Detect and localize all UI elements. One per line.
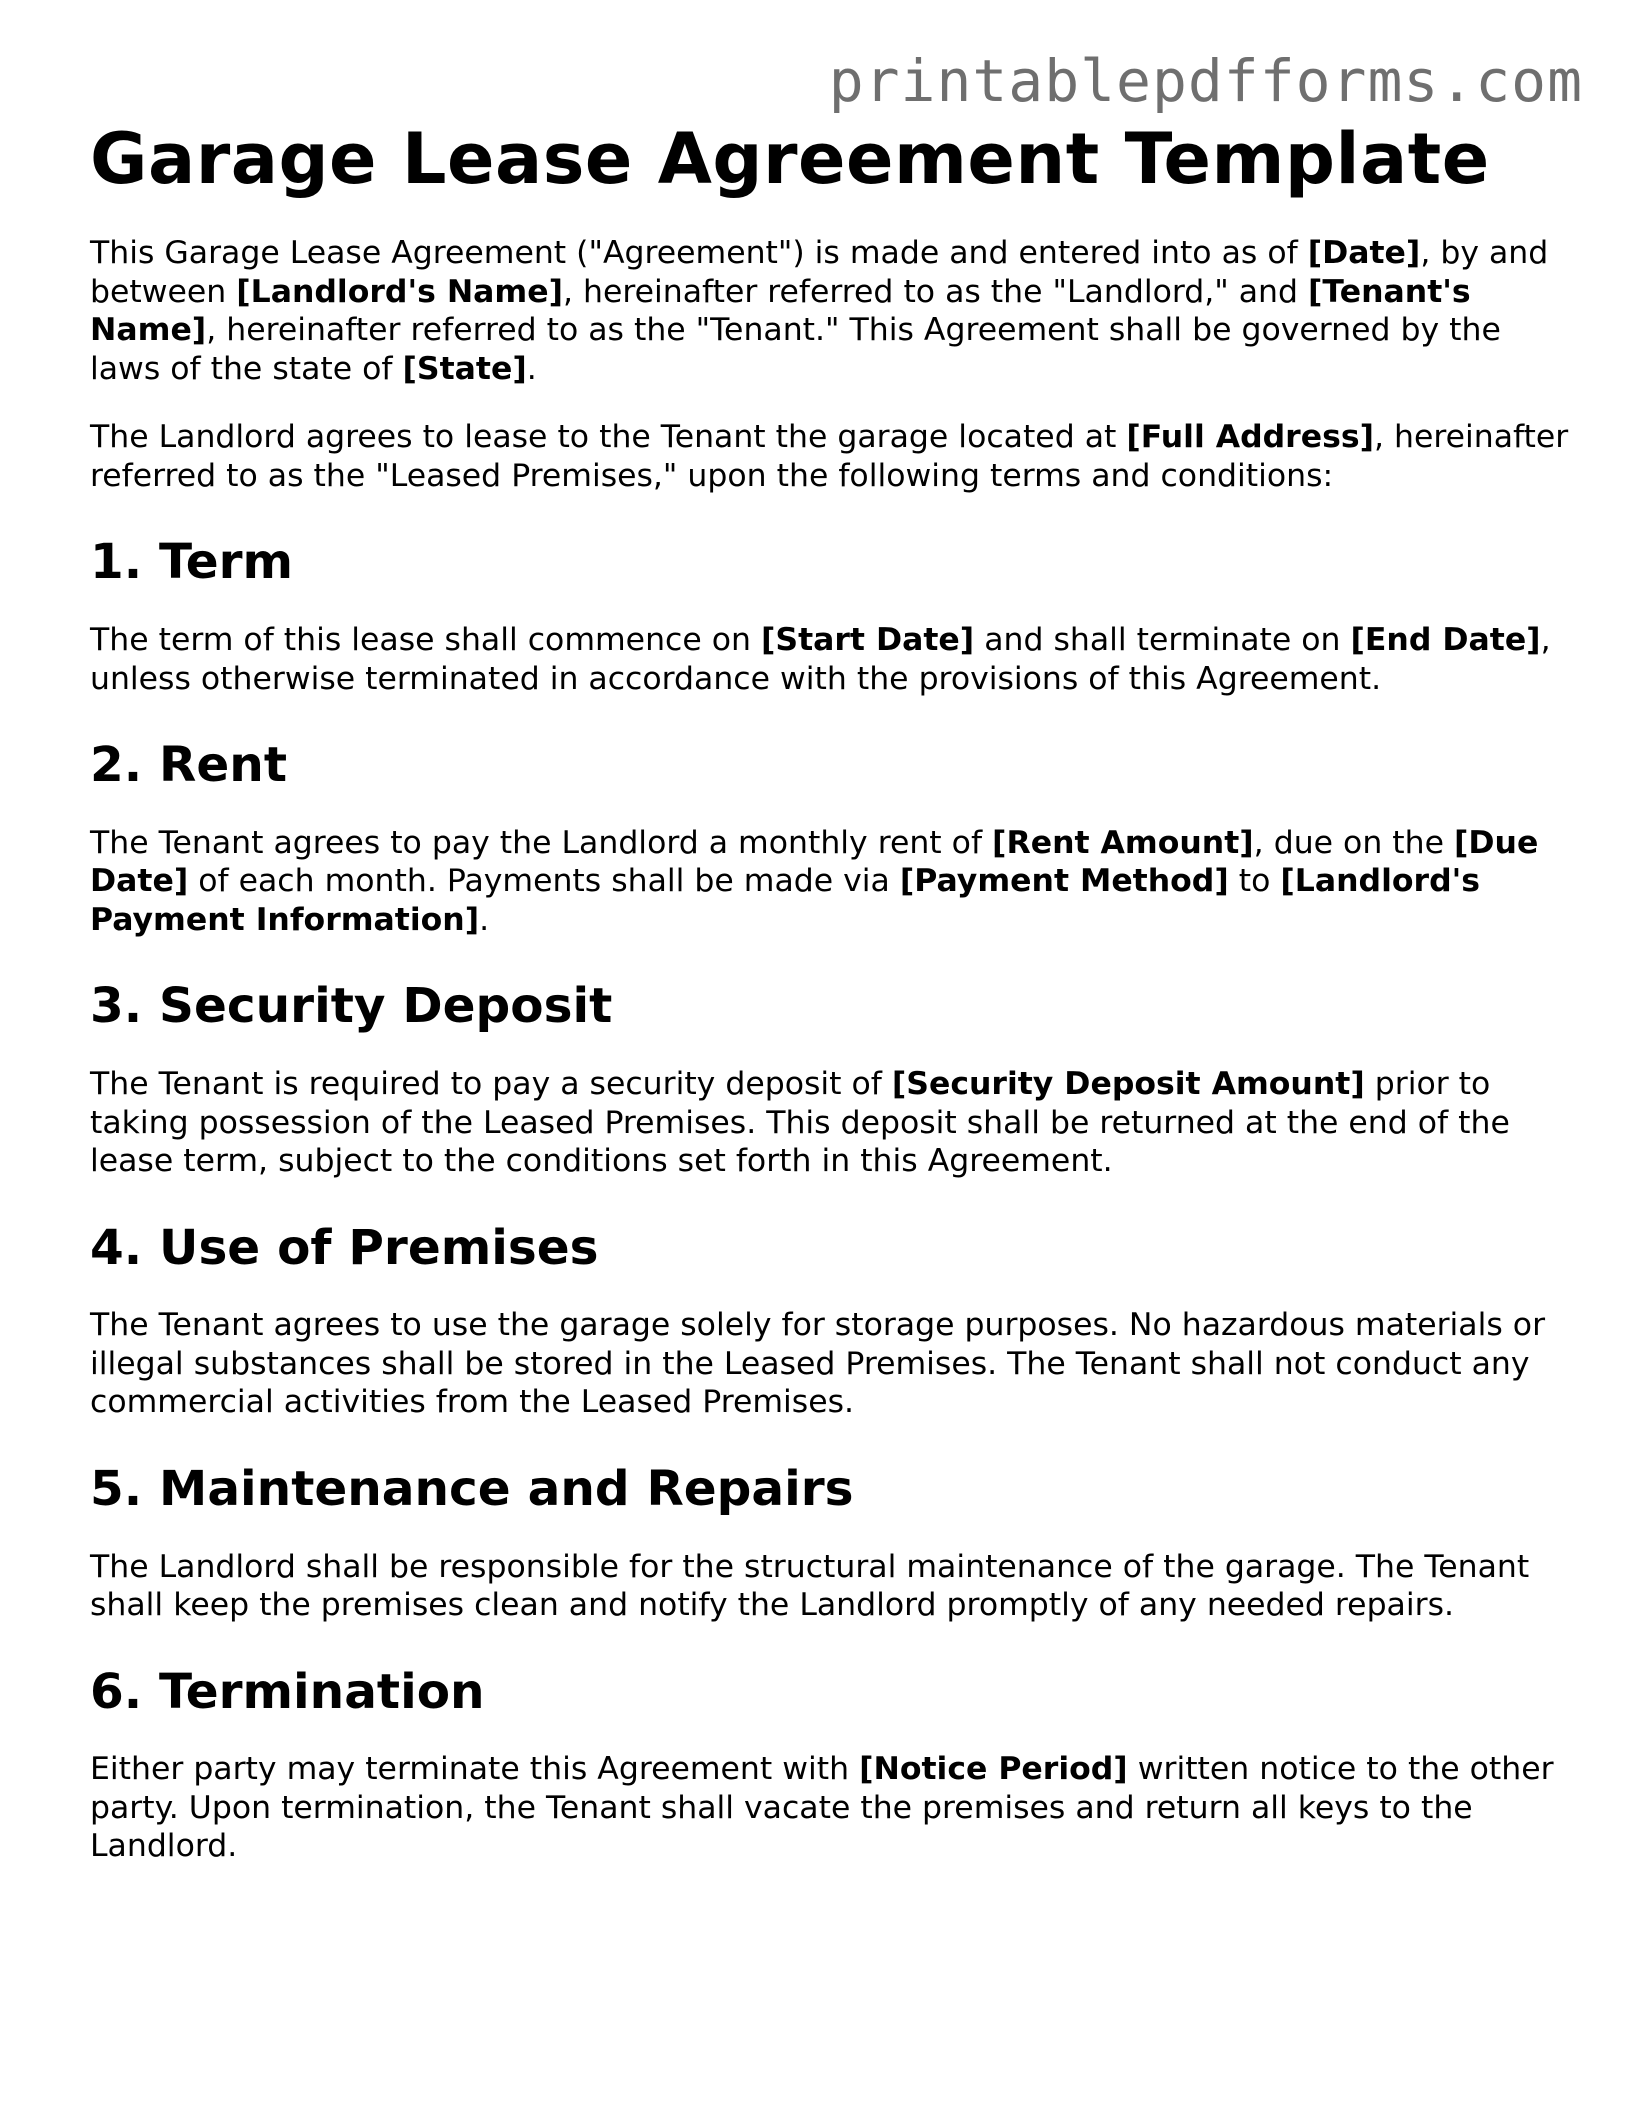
- section-heading-security-deposit: 3. Security Deposit: [90, 978, 613, 1035]
- section-body-use-of-premises: The Tenant agrees to use the garage solely for storage purposes. No hazardous materials or illegal substances shall be stored in the Leased Premises. The Tenant shall not conduct any commercial activities from the Leased Premises.: [90, 1307, 1546, 1421]
- body-text: and shall terminate on: [974, 622, 1351, 659]
- placeholder-full-address: [Full Address]: [1126, 419, 1374, 456]
- placeholder-date: [Date]: [1307, 235, 1421, 272]
- watermark-text: printablepdfforms.com: [828, 47, 1583, 115]
- placeholder-security-deposit-amount: [Security Deposit Amount]: [891, 1066, 1365, 1103]
- body-text: to: [1228, 863, 1281, 900]
- body-text: Either party may terminate this Agreement with: [90, 1751, 860, 1788]
- section-maintenance: [90, 1462, 1570, 1625]
- document-title: Garage Lease Agreement Template: [90, 118, 1490, 200]
- section-body-term: [90, 621, 1570, 698]
- intro-text: , hereinafter referred to as the "Landlord," and: [563, 273, 1309, 310]
- body-text: of each month. Payments shall be made via: [188, 863, 900, 900]
- placeholder-rent-amount: [Rent Amount]: [992, 824, 1254, 861]
- placeholder-state: [State]: [402, 350, 527, 387]
- section-heading-rent: 2. Rent: [90, 737, 288, 794]
- section-term: [90, 535, 1570, 698]
- body-text: The Tenant agrees to pay the Landlord a monthly rent of: [90, 824, 993, 861]
- section-body-rent: [90, 824, 1570, 940]
- intro-paragraph-2: [90, 418, 1570, 495]
- placeholder-end-date: [End Date]: [1350, 622, 1541, 659]
- section-body-termination: [90, 1750, 1570, 1866]
- placeholder-tenant-name: [Tenant's Name]: [90, 273, 1471, 349]
- intro-text: , by and between: [90, 235, 1549, 310]
- body-text: The Tenant is required to pay a security deposit of: [90, 1066, 892, 1103]
- intro-text: This Garage Lease Agreement ("Agreement") is made and entered into as of: [90, 235, 1308, 272]
- section-body-maintenance: The Landlord shall be responsible for the structural maintenance of the garage. The Tenant shall keep the premises clean and notify the Landlord promptly of any needed repairs.: [90, 1548, 1530, 1624]
- section-heading-use-of-premises: 4. Use of Premises: [90, 1219, 599, 1276]
- section-heading-termination: 6. Termination: [90, 1663, 485, 1720]
- placeholder-payment-method: [Payment Method]: [899, 863, 1229, 900]
- body-text: The term of this lease shall commence on: [90, 622, 761, 659]
- placeholder-notice-period: [Notice Period]: [859, 1751, 1128, 1788]
- section-rent: [90, 738, 1570, 939]
- body-text: , due on the: [1253, 824, 1455, 861]
- placeholder-landlord-name: [Landlord's Name]: [236, 273, 564, 310]
- intro-paragraph-1: [90, 234, 1570, 388]
- body-text: written notice to the other party. Upon termination, the Tenant shall vacate the premises and return all keys to the Landlord.: [90, 1751, 1554, 1865]
- placeholder-payment-information: [Landlord's Payment Information]: [90, 863, 1481, 938]
- placeholder-due-date: [Due Date]: [90, 824, 1539, 900]
- section-security-deposit: [90, 979, 1570, 1180]
- body-text: , unless otherwise terminated in accordance with the provisions of this Agreement.: [90, 622, 1551, 697]
- section-use-of-premises: [90, 1221, 1570, 1422]
- section-heading-maintenance: 5. Maintenance and Repairs: [90, 1460, 854, 1517]
- intro-text: , hereinafter referred to as the "Tenant." This Agreement shall be governed by the laws of the state of: [90, 312, 1501, 387]
- document-page: [90, 120, 1570, 1866]
- intro-text: The Landlord agrees to lease to the Tenant the garage located at: [90, 419, 1127, 456]
- body-text: .: [479, 901, 490, 938]
- intro-text: , hereinafter referred to as the "Leased Premises," upon the following terms and conditions:: [90, 419, 1569, 494]
- body-text: prior to taking possession of the Leased Premises. This deposit shall be returned at the end of the lease term, subject to the conditions set forth in this Agreement.: [90, 1066, 1510, 1180]
- intro-text: .: [526, 350, 537, 387]
- section-body-security-deposit: [90, 1065, 1570, 1181]
- section-heading-term: 1. Term: [90, 534, 294, 591]
- section-termination: [90, 1665, 1570, 1866]
- placeholder-start-date: [Start Date]: [761, 622, 975, 659]
